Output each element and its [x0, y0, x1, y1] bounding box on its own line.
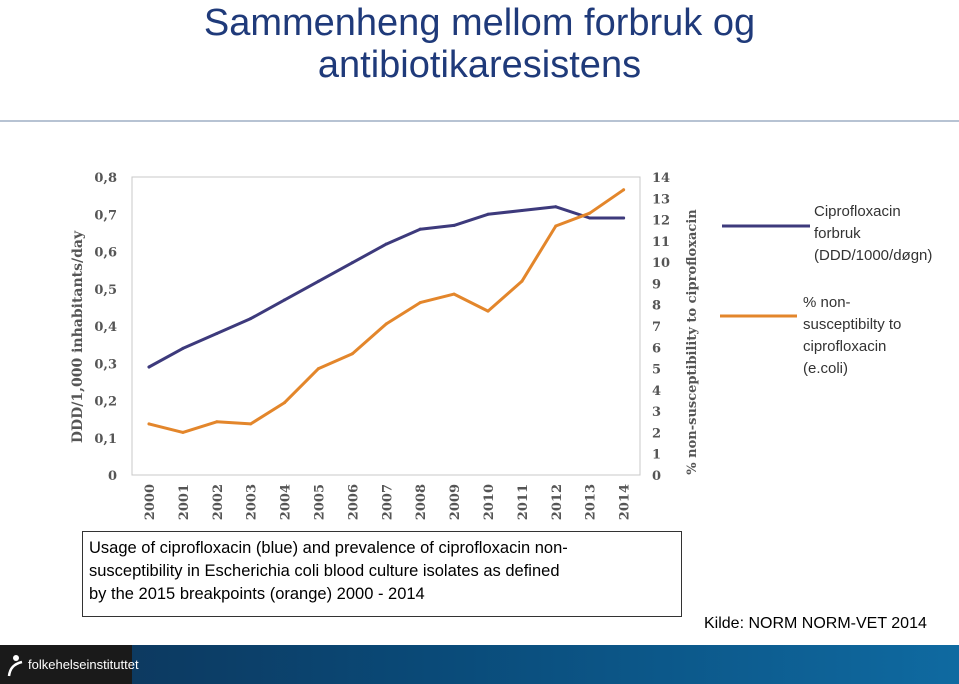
nonsusceptibility-data-point	[215, 420, 218, 423]
legend-usage-line: Ciprofloxacin	[814, 203, 901, 220]
page-title	[0, 2, 959, 86]
right-tick-label: 10	[652, 256, 671, 272]
nonsusceptibility-data-point	[283, 401, 286, 404]
x-tick-label: 2012	[549, 484, 565, 521]
nonsusceptibility-data-point	[351, 352, 354, 355]
right-tick-label: 11	[652, 234, 671, 250]
nonsusceptibility-data-point	[622, 188, 625, 191]
legend-nonsusceptibility-line: ciprofloxacin	[803, 338, 887, 355]
left-tick-label: 0	[107, 469, 117, 484]
left-tick-label: 0,2	[94, 394, 117, 410]
right-axis-label: % non-susceptibility to ciprofloxacin	[685, 209, 700, 475]
right-tick-label: 3	[652, 405, 662, 421]
legend-usage-line: forbruk	[814, 225, 861, 242]
x-tick-label: 2006	[346, 484, 362, 521]
legend-nonsusceptibility-line: % non-	[803, 294, 851, 311]
caption-line: by the 2015 breakpoints (orange) 2000 - 2014	[89, 585, 425, 603]
org-name: folkehelseinstituttet	[28, 657, 139, 672]
caption-line: susceptibility in Escherichia coli blood culture isolates as defined	[89, 562, 560, 580]
left-tick-label: 0,3	[94, 357, 117, 373]
usage-data-point	[385, 243, 388, 246]
nonsusceptibility-data-point	[487, 310, 490, 313]
usage-data-point	[181, 347, 184, 350]
right-tick-label: 4	[652, 383, 662, 399]
left-tick-label: 0,7	[94, 208, 117, 224]
usage-data-point	[351, 261, 354, 264]
x-tick-label: 2007	[380, 484, 396, 521]
x-tick-label: 2009	[448, 484, 464, 521]
right-tick-label: 2	[652, 426, 662, 442]
nonsusceptibility-data-point	[520, 280, 523, 283]
nonsusceptibility-data-point	[385, 322, 388, 325]
usage-data-point	[554, 205, 557, 208]
org-logo-icon	[6, 652, 26, 678]
x-tick-label: 2004	[278, 484, 294, 521]
x-tick-label: 2013	[583, 484, 599, 521]
left-tick-label: 0,1	[94, 431, 117, 447]
page-title-line-1: Sammenheng mellom forbruk og	[203, 2, 756, 44]
left-axis-label: DDD/1,000 inhabitants/day	[70, 230, 86, 444]
right-tick-label: 0	[652, 469, 662, 484]
legend-usage-line: (DDD/1000/døgn)	[814, 247, 933, 264]
left-axis-ticks	[94, 171, 117, 484]
usage-data-point	[283, 298, 286, 301]
usage-data-point	[588, 216, 591, 219]
x-tick-label: 2014	[617, 484, 633, 521]
usage-data-point	[317, 280, 320, 283]
nonsusceptibility-data-point	[554, 224, 557, 227]
nonsusceptibility-data-point	[453, 293, 456, 296]
x-tick-label: 2003	[244, 484, 260, 521]
legend-nonsusceptibility-line: (e.coli)	[803, 360, 849, 377]
caption-line: Usage of ciprofloxacin (blue) and prevalence of ciprofloxacin non-	[89, 539, 568, 557]
usage-data-point	[453, 224, 456, 227]
source-note: Kilde: NORM NORM-VET 2014	[704, 615, 927, 632]
nonsusceptibility-data-point	[148, 422, 151, 425]
right-tick-label: 14	[652, 171, 671, 186]
usage-data-point	[148, 365, 151, 368]
nonsusceptibility-data-point	[419, 301, 422, 304]
legend-nonsusceptibility-line: susceptibilty to	[803, 316, 902, 333]
right-axis-ticks	[652, 171, 670, 484]
legend-nonsusceptibility	[803, 292, 943, 380]
legend-usage	[814, 201, 959, 267]
x-tick-label: 2001	[176, 484, 192, 521]
usage-data-point	[419, 228, 422, 231]
x-tick-label: 2000	[143, 484, 158, 521]
usage-data-point	[215, 332, 218, 335]
left-tick-label: 0,6	[94, 245, 117, 261]
x-tick-label: 2010	[482, 484, 497, 521]
usage-data-point	[249, 317, 252, 320]
x-tick-label: 2005	[312, 484, 328, 521]
right-tick-label: 5	[652, 362, 662, 378]
nonsusceptibility-data-point	[317, 367, 320, 370]
nonsusceptibility-data-point	[588, 212, 591, 215]
right-tick-label: 7	[652, 320, 662, 335]
usage-data-point	[622, 216, 625, 219]
right-tick-label: 1	[652, 447, 662, 463]
usage-data-point	[487, 213, 490, 216]
right-tick-label: 12	[652, 213, 671, 229]
footer-bar	[0, 645, 959, 684]
x-tick-label: 2011	[515, 484, 531, 521]
page-title-line-2: antibiotikaresistens	[317, 44, 642, 86]
left-tick-label: 0,8	[94, 171, 117, 186]
x-axis-ticks	[143, 484, 633, 520]
right-tick-label: 8	[652, 298, 662, 314]
left-tick-label: 0,5	[94, 282, 117, 298]
right-tick-label: 13	[652, 192, 671, 208]
nonsusceptibility-data-point	[249, 422, 252, 425]
nonsusceptibility-data-point	[181, 431, 184, 434]
right-tick-label: 6	[652, 341, 662, 357]
usage-data-point	[520, 209, 523, 212]
x-tick-label: 2002	[210, 484, 226, 521]
right-tick-label: 9	[652, 277, 662, 293]
left-tick-label: 0,4	[94, 320, 117, 335]
x-tick-label: 2008	[414, 484, 430, 521]
figure-caption	[82, 531, 682, 617]
